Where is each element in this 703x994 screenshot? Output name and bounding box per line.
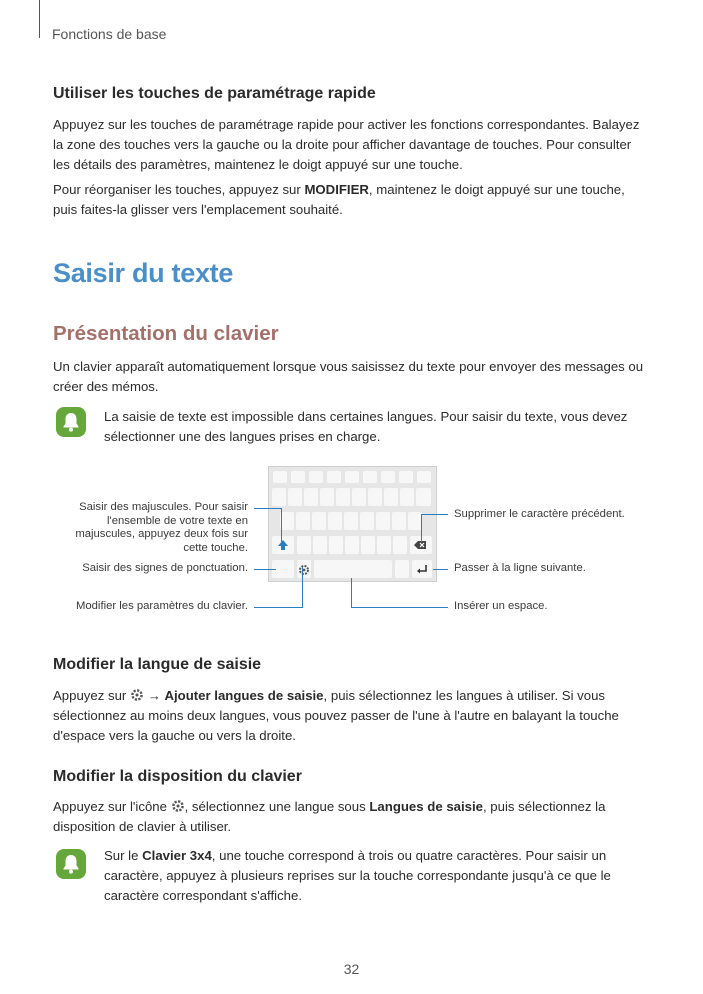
callout-line — [421, 514, 448, 515]
enter-icon — [412, 560, 432, 578]
text-line: disposition de clavier à utiliser. — [53, 819, 232, 834]
text-line: Appuyez sur l'icône , sélectionnez une langue sous Langues de saisie, puis sélectionnez la — [53, 799, 606, 814]
text-line: d'espace vers la gauche ou vers la droite. — [53, 728, 296, 743]
running-header: Fonctions de base — [52, 26, 167, 42]
quick-settings-heading: Utiliser les touches de paramétrage rapide — [53, 85, 376, 102]
keyboard-overview-heading: Présentation du clavier — [53, 322, 279, 345]
gear-icon — [130, 688, 144, 702]
chapter-title: Saisir du texte — [53, 258, 234, 288]
callout-punctuation: Saisir des signes de ponctuation. — [82, 562, 248, 574]
text-line: sélectionner une des langues prises en charge. — [104, 429, 381, 444]
callout-line — [254, 607, 303, 608]
gear-icon — [297, 560, 311, 578]
callout-enter: Passer à la ligne suivante. — [454, 562, 586, 574]
settings-key[interactable] — [297, 560, 311, 578]
text-line: créer des mémos. — [53, 379, 159, 394]
text-line: La saisie de texte est impossible dans certaines langues. Pour saisir du texte, vous devez — [104, 409, 628, 424]
bell-icon — [56, 407, 86, 437]
callout-line — [302, 567, 303, 608]
text-line: Pour réorganiser les touches, appuyez sur MODIFIER, maintenez le doigt appuyé sur une touche, — [53, 182, 625, 197]
callout-line — [351, 607, 448, 608]
keyboard-3x4-term: Clavier 3x4 — [142, 848, 212, 863]
callout-space: Insérer un espace. — [454, 600, 548, 612]
keyboard-illustration — [268, 466, 437, 582]
keyboard-layout-paragraph — [53, 797, 653, 837]
note-3x4-keyboard — [104, 846, 644, 906]
text-line: Appuyez sur → Ajouter langues de saisie, puis sélectionnez les langues à utiliser. Si vous — [53, 688, 606, 703]
keyboard-intro — [53, 357, 653, 397]
callout-line — [254, 508, 281, 509]
text-line: cette touche. — [183, 541, 248, 554]
page-number: 32 — [343, 961, 360, 977]
note-unsupported-languages — [104, 407, 644, 447]
text-line: l'ensemble de votre texte en — [107, 514, 248, 527]
input-language-heading: Modifier la langue de saisie — [53, 656, 262, 673]
text-line: majuscules, appuyez deux fois sur — [75, 528, 248, 540]
add-languages-term: Ajouter langues de saisie — [164, 688, 324, 703]
input-language-paragraph — [53, 686, 653, 746]
gear-icon — [171, 799, 185, 813]
text-line: Sur le Clavier 3x4, une touche correspond à trois ou quatre caractères. Pour saisir un — [104, 848, 607, 863]
callout-line — [351, 578, 352, 608]
text-line: Appuyez sur les touches de paramétrage rapide pour activer les fonctions correspondantes. Balayez — [53, 117, 640, 132]
callout-line — [254, 569, 276, 570]
text-line: la zone des touches vers la gauche ou la droite pour afficher davantage de touches. Pour consulter — [53, 137, 632, 152]
header-rule — [39, 0, 40, 38]
text-line: Un clavier apparaît automatiquement lorsque vous saisissez du texte pour envoyer des messages ou — [53, 359, 644, 374]
text-line: sélectionnez au moins deux langues, vous pouvez passer de l'une à l'autre en balayant la touche — [53, 708, 619, 723]
shift-key[interactable] — [272, 536, 294, 554]
quick-settings-paragraph-1 — [53, 115, 653, 175]
text-line: caractère correspondant s'affiche. — [104, 888, 302, 903]
input-languages-term: Langues de saisie — [369, 799, 483, 814]
callout-delete: Supprimer le caractère précédent. — [454, 508, 625, 520]
callout-line — [421, 514, 422, 542]
text-line: puis faites-la glisser vers l'emplacement souhaité. — [53, 202, 343, 217]
enter-key[interactable] — [412, 560, 432, 578]
shift-arrow-icon — [272, 536, 294, 554]
text-line: caractère, appuyez à plusieurs reprises sur la touche correspondante jusqu'à ce que le — [104, 868, 611, 883]
space-key[interactable] — [314, 560, 392, 578]
text-line: les détails des paramètres, maintenez le doigt appuyé sur une touche. — [53, 157, 463, 172]
modifier-term: MODIFIER — [304, 182, 369, 197]
keyboard-layout-heading: Modifier la disposition du clavier — [53, 768, 302, 785]
quick-settings-paragraph-2 — [53, 180, 653, 220]
callout-line — [433, 569, 448, 570]
text-line: Saisir des majuscules. Pour saisir — [79, 501, 248, 513]
callout-line — [281, 508, 282, 543]
bell-icon — [56, 849, 86, 879]
callout-caps — [58, 501, 248, 555]
callout-settings: Modifier les paramètres du clavier. — [75, 600, 248, 612]
